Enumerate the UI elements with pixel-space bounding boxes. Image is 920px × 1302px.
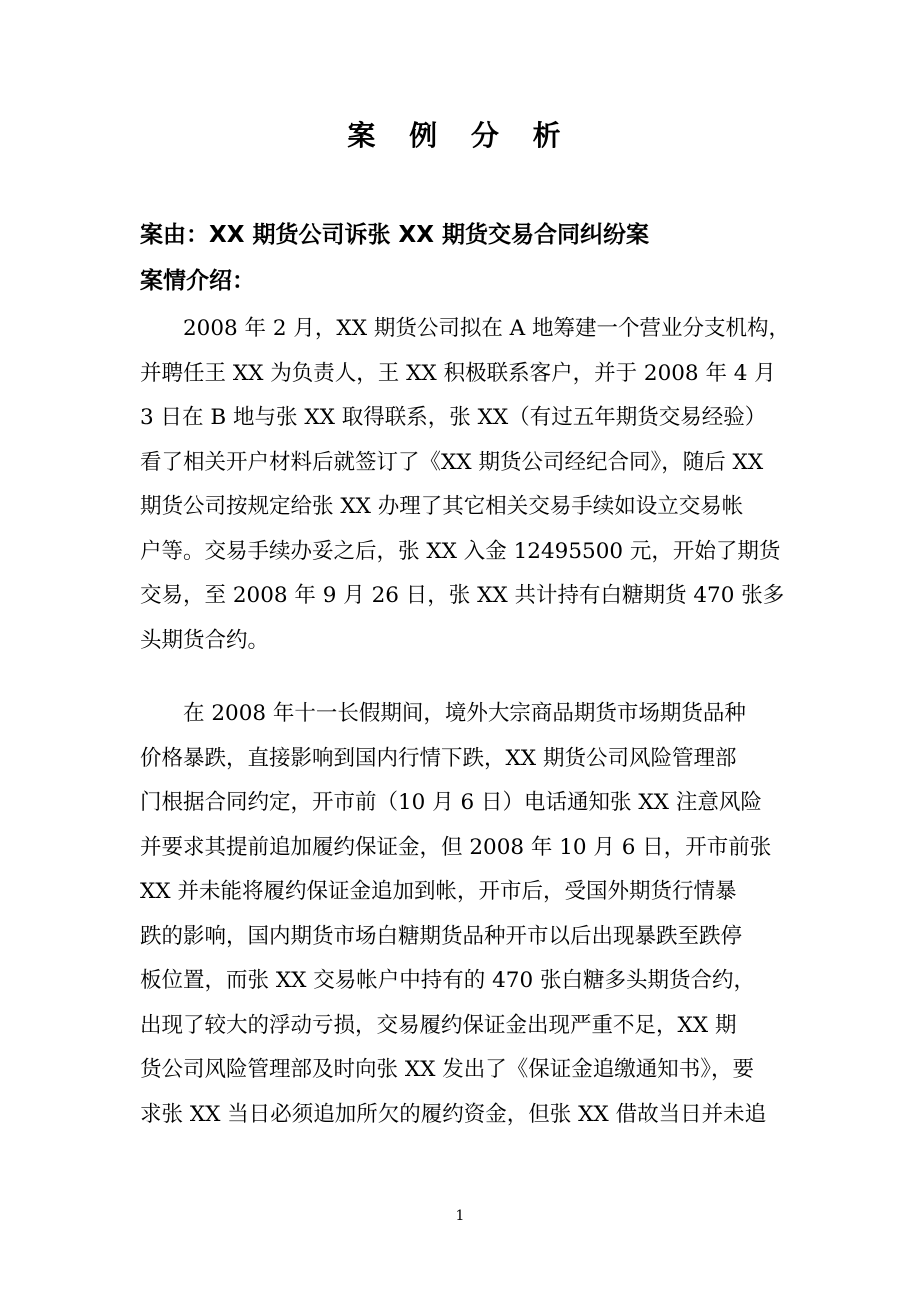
paragraph-line: 跌的影响，国内期货市场白糖期货品种开市以后出现暴跌至跌停	[140, 923, 743, 949]
paragraph-line: 板位置，而张 XX 交易帐户中持有的 470 张白糖多头期货合约，	[140, 968, 755, 993]
paragraph-line: 货公司风险管理部及时向张 XX 发出了《保证金追缴通知书》，要	[140, 1057, 755, 1082]
paragraph-line: 看了相关开户材料后就签订了《XX 期货公司经纪合同》，随后 XX	[140, 449, 764, 475]
paragraph-line: 期货公司按规定给张 XX 办理了其它相关交易手续如设立交易帐	[140, 494, 744, 519]
paragraph-line: 求张 XX 当日必须追加所欠的履约资金，但张 XX 借故当日并未追	[140, 1101, 767, 1127]
paragraph-line: 在 2008 年十一长假期间，境外大宗商品期货市场期货品种	[183, 701, 746, 726]
paragraph-line: 交易，至 2008 年 9 月 26 日，张 XX 共计持有白糖期货 470 张多	[140, 583, 785, 608]
paragraph-line: 出现了较大的浮动亏损，交易履约保证金出现严重不足，XX 期	[140, 1012, 737, 1038]
paragraph-line: 户等。交易手续办妥之后，张 XX 入金 12495500 元，开始了期货	[140, 538, 781, 564]
paragraph-line: 价格暴跌，直接影响到国内行情下跌，XX 期货公司风险管理部	[140, 745, 737, 771]
paragraph-line: 门根据合同约定，开市前（10 月 6 日）电话通知张 XX 注意风险	[140, 790, 762, 815]
case-intro-heading: 案情介绍：	[140, 268, 255, 294]
paragraph-1	[140, 307, 790, 663]
page-number: 1	[455, 1208, 465, 1224]
paragraph-line: 并要求其提前追加履约保证金，但 2008 年 10 月 6 日，开市前张	[140, 834, 772, 860]
document-title: 案 例 分 析	[347, 119, 573, 152]
paragraph-line: 并聘任王 XX 为负责人，王 XX 积极联系客户，并于 2008 年 4 月	[140, 360, 776, 386]
paragraph-2	[140, 692, 790, 1137]
case-cause-heading: 案由：XX 期货公司诉张 XX 期货交易合同纠纷案	[140, 222, 649, 248]
paragraph-line: XX 并未能将履约保证金追加到帐，开市后，受国外期货行情暴	[140, 879, 737, 904]
paragraph-line: 2008 年 2 月，XX 期货公司拟在 A 地筹建一个营业分支机构，	[183, 316, 791, 341]
paragraph-line: 3 日在 B 地与张 XX 取得联系，张 XX（有过五年期货交易经验）	[140, 405, 767, 430]
paragraph-line: 头期货合约。	[140, 627, 270, 653]
